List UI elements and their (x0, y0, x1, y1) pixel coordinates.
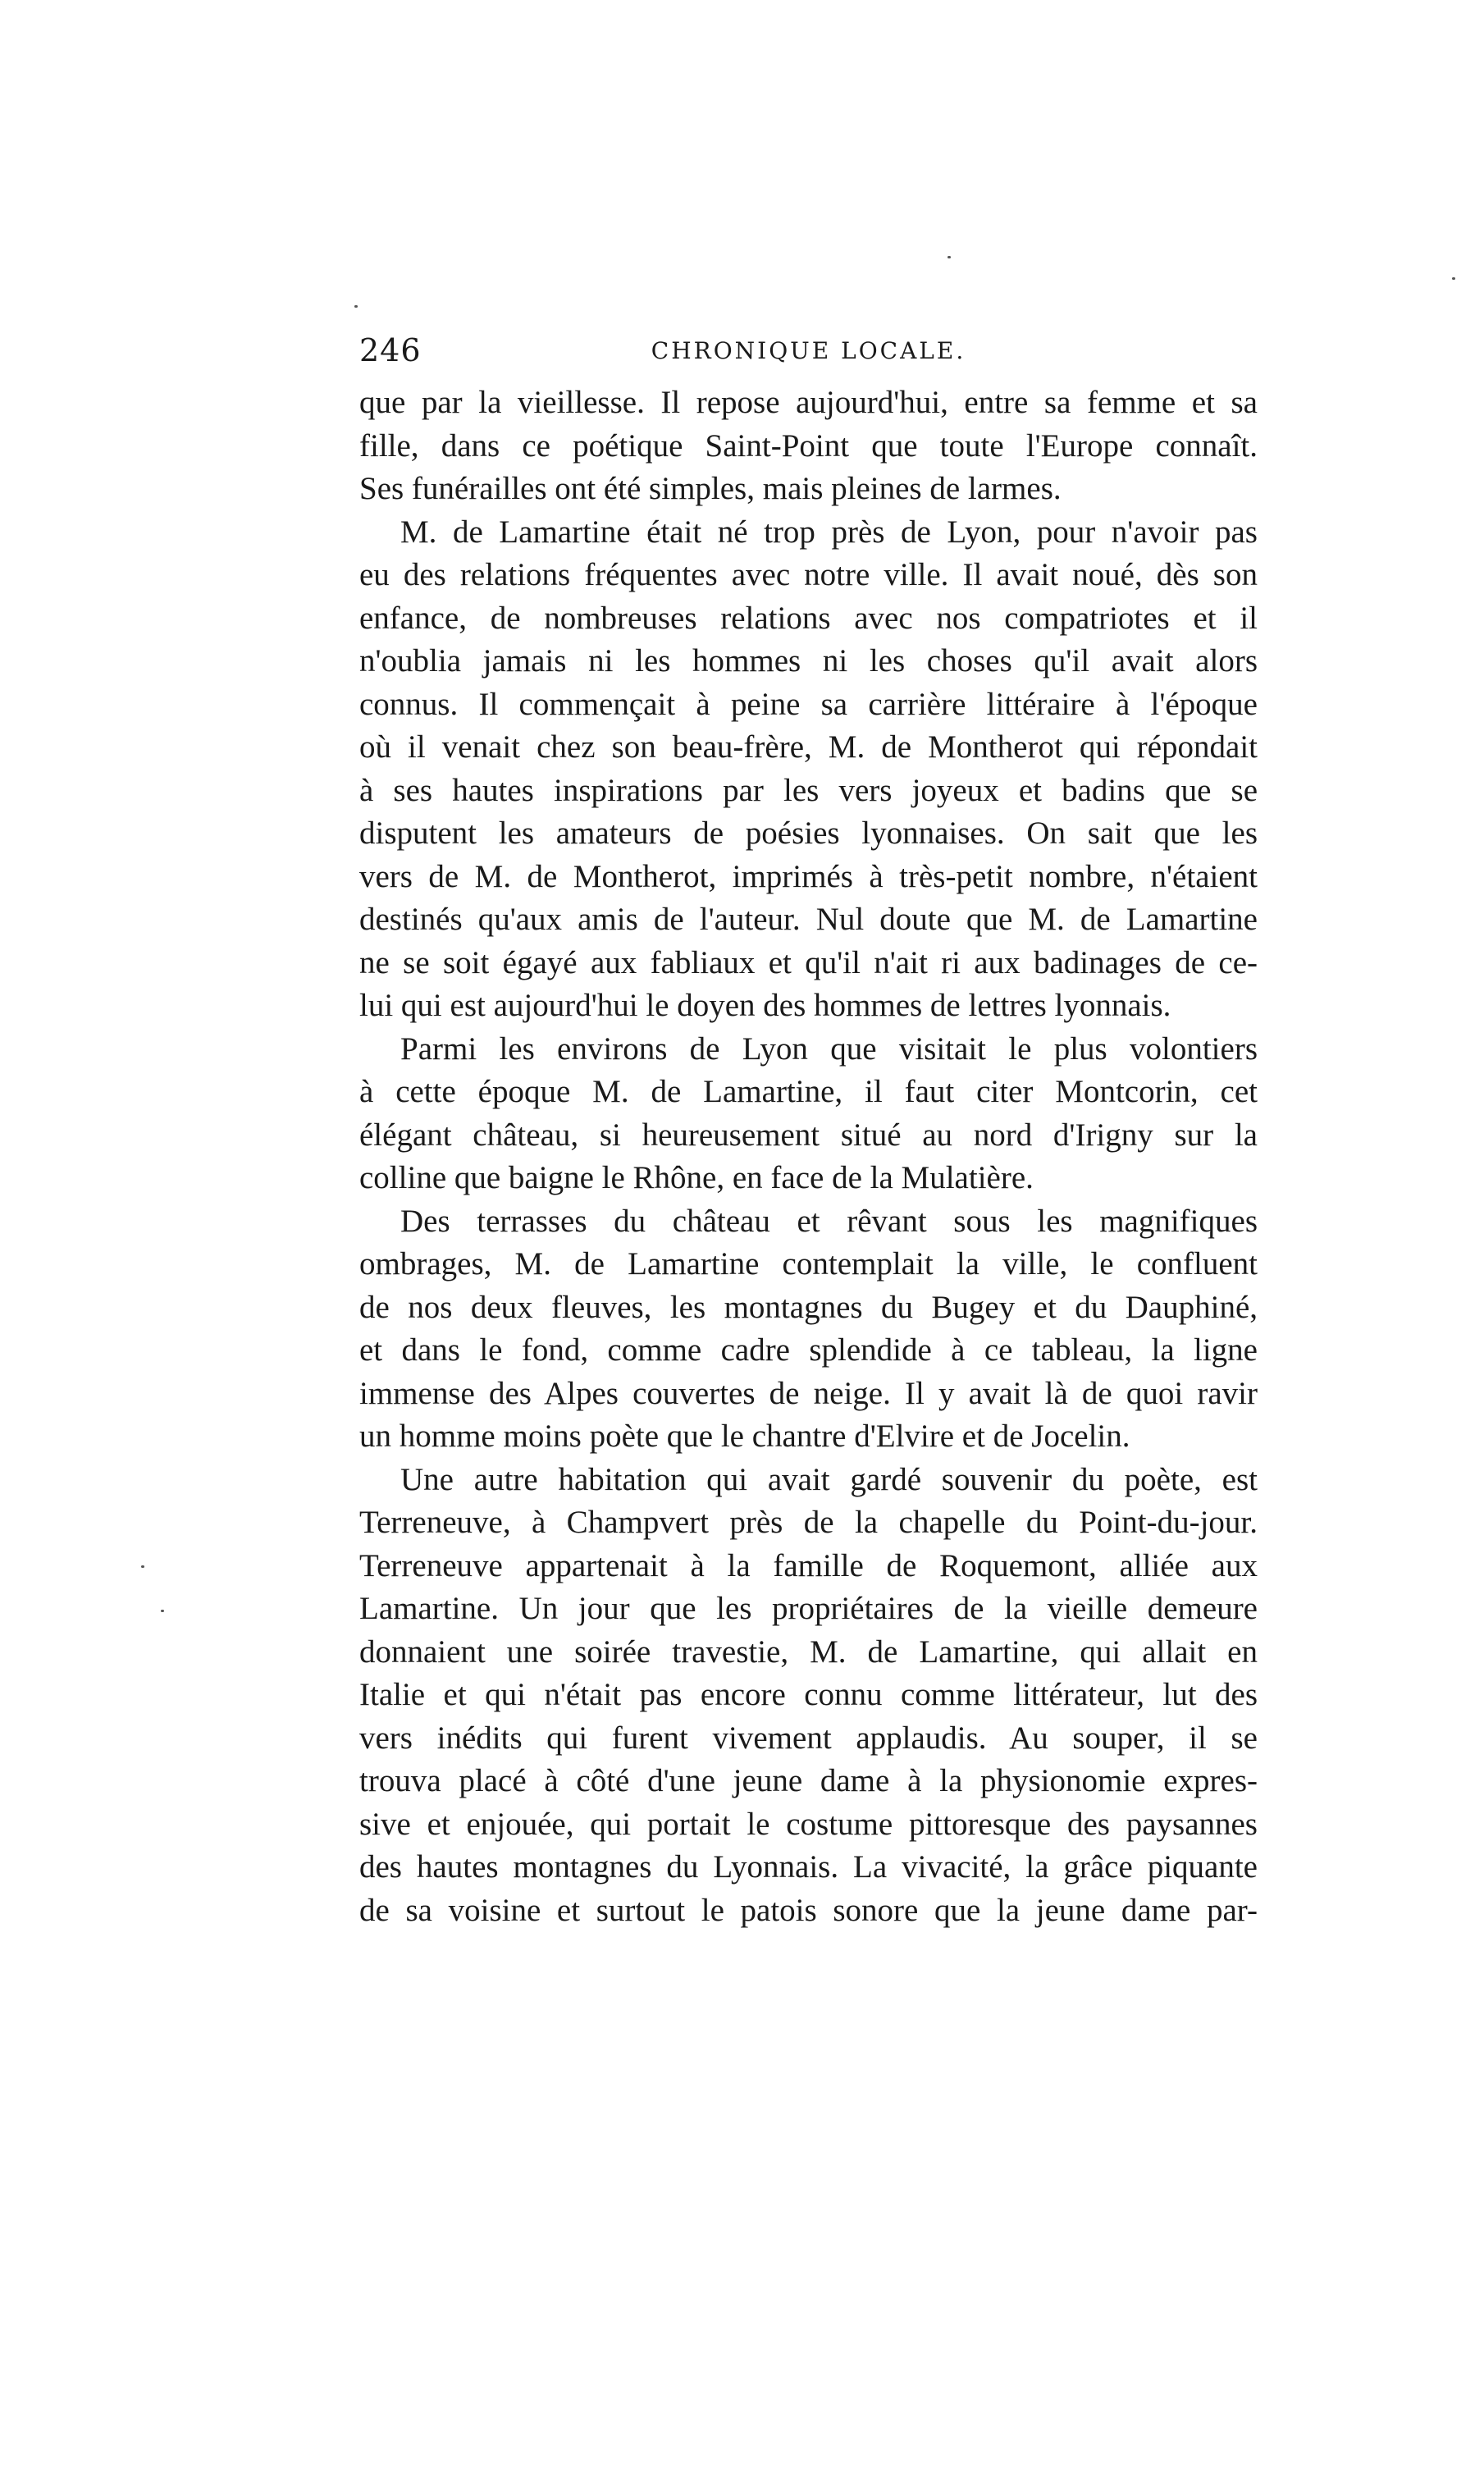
paragraph (359, 381, 1258, 511)
text-line: Des terrasses du château et rêvant sous les magnifiques (400, 1203, 1258, 1239)
text-line: un homme moins poète que le chantre d'Elvire et de Jocelin. (359, 1419, 1130, 1454)
body-text (359, 381, 1258, 1932)
text-line: Italie et qui n'était pas encore connu comme littérateur, lut des (359, 1677, 1258, 1712)
text-line: Terreneuve, à Champvert près de la chapelle du Point-du-jour. (359, 1505, 1258, 1540)
text-line: fille, dans ce poétique Saint-Point que toute l'Europe connaît. (359, 427, 1258, 464)
text-line: immense des Alpes couvertes de neige. Il y avait là de quoi ravir (359, 1375, 1258, 1411)
text-line: Ses funérailles ont été simples, mais pleines de larmes. (359, 471, 1062, 506)
scan-speck (141, 1565, 144, 1568)
text-line: destinés qu'aux amis de l'auteur. Nul doute que M. de Lamartine (359, 902, 1258, 937)
page-number: 246 (359, 332, 422, 368)
text-line: disputent les amateurs de poésies lyonnaises. On sait que les (359, 816, 1258, 851)
text-line: de nos deux fleuves, les montagnes du Bugey et du Dauphiné, (359, 1289, 1258, 1325)
text-line: enfance, de nombreuses relations avec nos compatriotes et il (359, 600, 1258, 636)
paragraph (359, 1200, 1258, 1459)
text-line: élégant château, si heureusement situé au nord d'Irigny sur la (359, 1117, 1258, 1153)
running-title: CHRONIQUE LOCALE. (651, 337, 966, 364)
text-line: sive et enjouée, qui portait le costume pittoresque des paysannes (359, 1806, 1258, 1842)
text-line: de sa voisine et surtout le patois sonore que la jeune dame par- (359, 1892, 1258, 1928)
text-line: où il venait chez son beau-frère, M. de Montherot qui répondait (359, 729, 1258, 765)
text-line: et dans le fond, comme cadre splendide à ce tableau, la ligne (359, 1332, 1258, 1368)
text-line: M. de Lamartine était né trop près de Lyon, pour n'avoir pas (400, 514, 1258, 550)
text-line: à ses hautes inspirations par les vers joyeux et badins que se (359, 772, 1258, 808)
text-line: Parmi les environs de Lyon que visitait le plus volontiers (400, 1030, 1258, 1067)
text-line: vers inédits qui furent vivement applaudis. Au souper, il se (359, 1720, 1258, 1756)
text-line: colline que baigne le Rhône, en face de la Mulatière. (359, 1160, 1034, 1195)
text-line: ne se soit égayé aux fabliaux et qu'il n'ait ri aux badinages de ce- (359, 944, 1258, 980)
text-line: lui qui est aujourd'hui le doyen des hommes de lettres lyonnais. (359, 988, 1171, 1023)
text-line: Une autre habitation qui avait gardé souvenir du poète, est (400, 1461, 1258, 1497)
text-line: Terreneuve appartenait à la famille de Roquemont, alliée aux (359, 1547, 1258, 1583)
text-line: des hautes montagnes du Lyonnais. La vivacité, la grâce piquante (359, 1849, 1258, 1885)
text-line: ombrages, M. de Lamartine contemplait la ville, le confluent (359, 1246, 1258, 1282)
page-header (359, 332, 1258, 373)
text-line: Lamartine. Un jour que les propriétaires de la vieille demeure (359, 1591, 1258, 1626)
text-line: eu des relations fréquentes avec notre ville. Il avait noué, dès son (359, 557, 1258, 592)
text-line: vers de M. de Montherot, imprimés à très-petit nombre, n'étaient (359, 858, 1258, 894)
text-line: donnaient une soirée travestie, M. de Lamartine, qui allait en (359, 1633, 1258, 1670)
text-line: trouva placé à côté d'une jeune dame à la physionomie expres- (359, 1763, 1258, 1798)
scan-speck (161, 1610, 164, 1612)
text-line: à cette époque M. de Lamartine, il faut citer Montcorin, cet (359, 1074, 1258, 1109)
paragraph (359, 1028, 1258, 1200)
text-line: connus. Il commençait à peine sa carrière littéraire à l'époque (359, 686, 1258, 722)
scan-speck (947, 256, 951, 258)
paragraph (359, 1459, 1258, 1933)
scan-speck (354, 305, 358, 308)
text-line: que par la vieillesse. Il repose aujourd'hui, entre sa femme et sa (359, 385, 1258, 420)
scan-speck (1452, 277, 1455, 280)
paragraph (359, 511, 1258, 1028)
text-line: n'oublia jamais ni les hommes ni les choses qu'il avait alors (359, 643, 1258, 678)
